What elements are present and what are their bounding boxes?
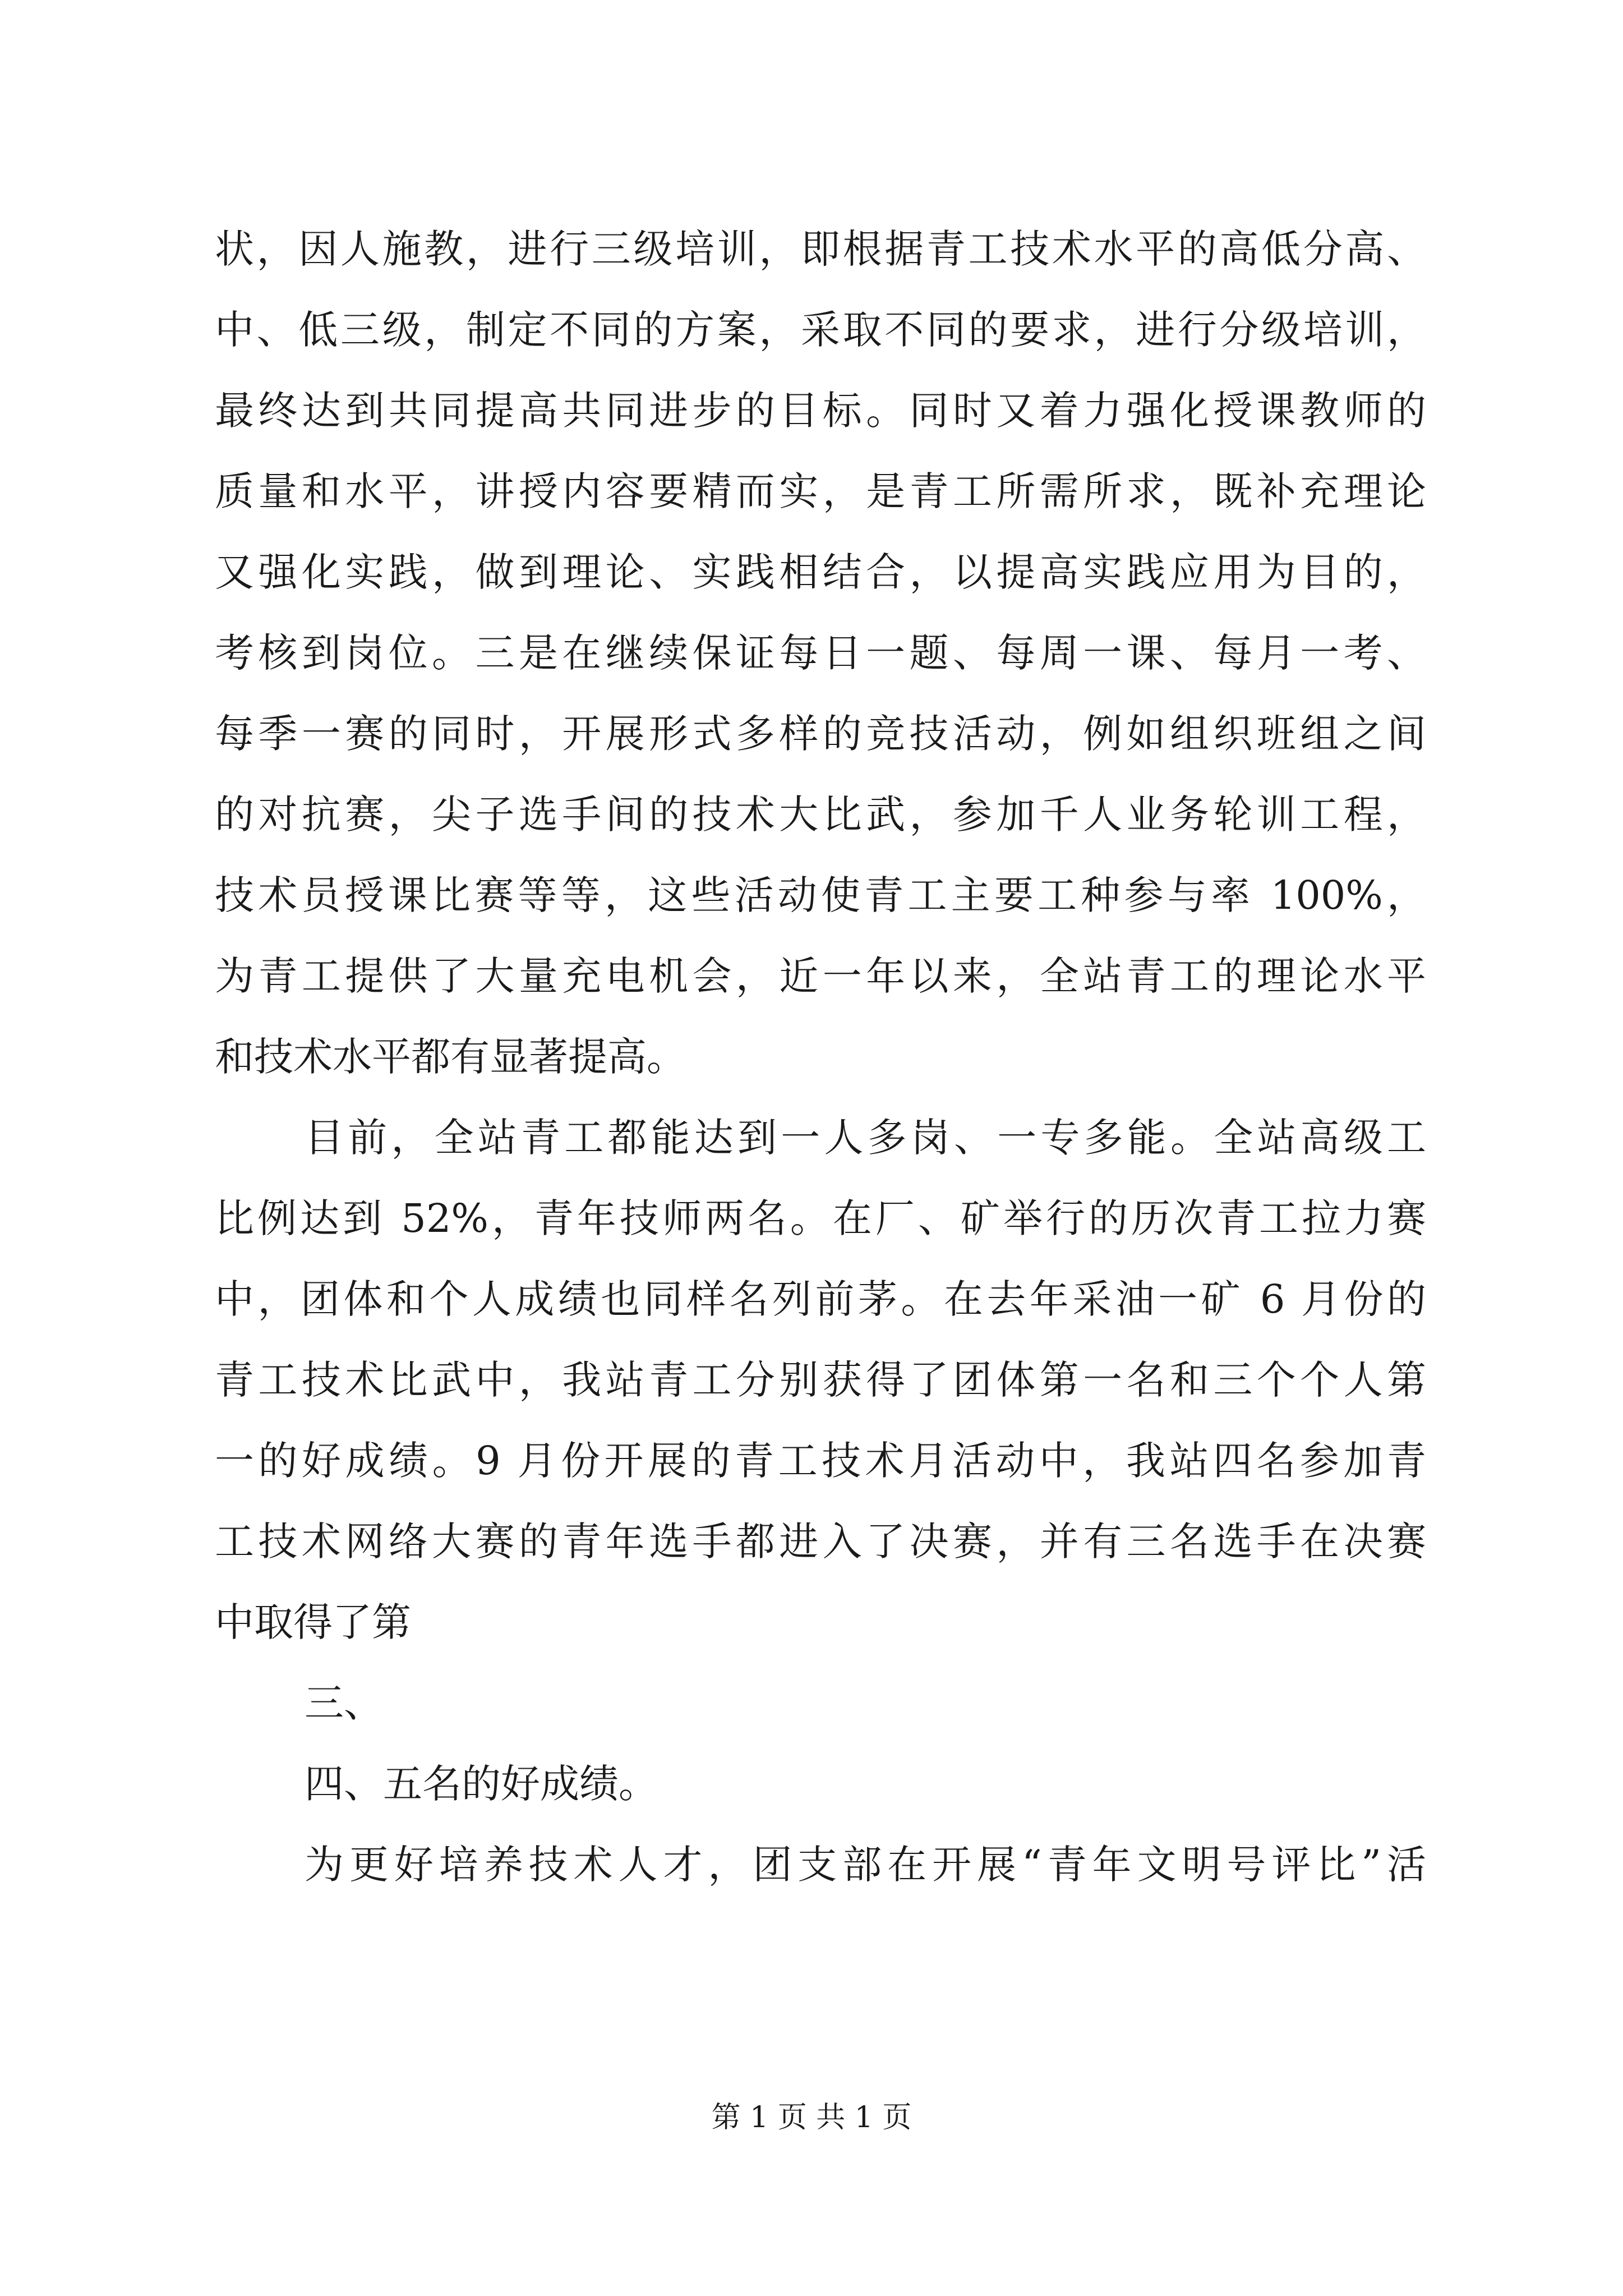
page-footer [0,2101,1623,2134]
text-line: 质量和水平，讲授内容要精而实，是青工所需所求，既补充理论 [215,468,1426,514]
text-line: 考核到岗位。三是在继续保证每日一题、每周一课、每月一考、 [215,630,1426,676]
text-line: 的对抗赛，尖子选手间的技术大比武，参加千人业务轮训工程， [215,792,1426,838]
document-body [215,209,1426,1905]
text-line: 为青工提供了大量充电机会，近一年以来，全站青工的理论水平 [215,953,1426,999]
text-line: 最终达到共同提高共同进步的目标。同时又着力强化授课教师的 [215,388,1426,434]
text-line: 每季一赛的同时，开展形式多样的竞技活动，例如组织班组之间 [215,711,1426,757]
text-line: 技术员授课比赛等等，这些活动使青工主要工种参与率 100%， [215,872,1426,918]
text-line: 工技术网络大赛的青年选手都进入了决赛，并有三名选手在决赛 [215,1519,1426,1565]
text-line: 一的好成绩。9 月份开展的青工技术月活动中，我站四名参加青 [215,1438,1426,1484]
text-line: 中取得了第 [215,1599,411,1645]
text-line: 中，团体和个人成绩也同样名列前茅。在去年采油一矿 6 月份的 [215,1276,1426,1322]
paragraph-first-line: 三、 [305,1680,383,1726]
paragraph-first-line: 目前，全站青工都能达到一人多岗、一专多能。全站高级工 [305,1115,1426,1161]
paragraph-first-line: 四、五名的好成绩。 [305,1761,658,1807]
page-number-label: 第 1 页 共 1 页 [711,2101,912,2134]
text-line: 中、低三级，制定不同的方案，采取不同的要求，进行分级培训， [215,307,1426,353]
text-line: 状，因人施教，进行三级培训，即根据青工技术水平的高低分高、 [215,226,1426,272]
text-line: 青工技术比武中，我站青工分别获得了团体第一名和三个个人第 [215,1357,1426,1403]
text-line: 比例达到 52%，青年技师两名。在厂、矿举行的历次青工拉力赛 [215,1195,1426,1241]
paragraph-first-line: 为更好培养技术人才，团支部在开展“青年文明号评比”活 [305,1842,1426,1888]
text-line: 又强化实践，做到理论、实践相结合，以提高实践应用为目的， [215,549,1426,595]
text-line: 和技术水平都有显著提高。 [215,1034,686,1080]
